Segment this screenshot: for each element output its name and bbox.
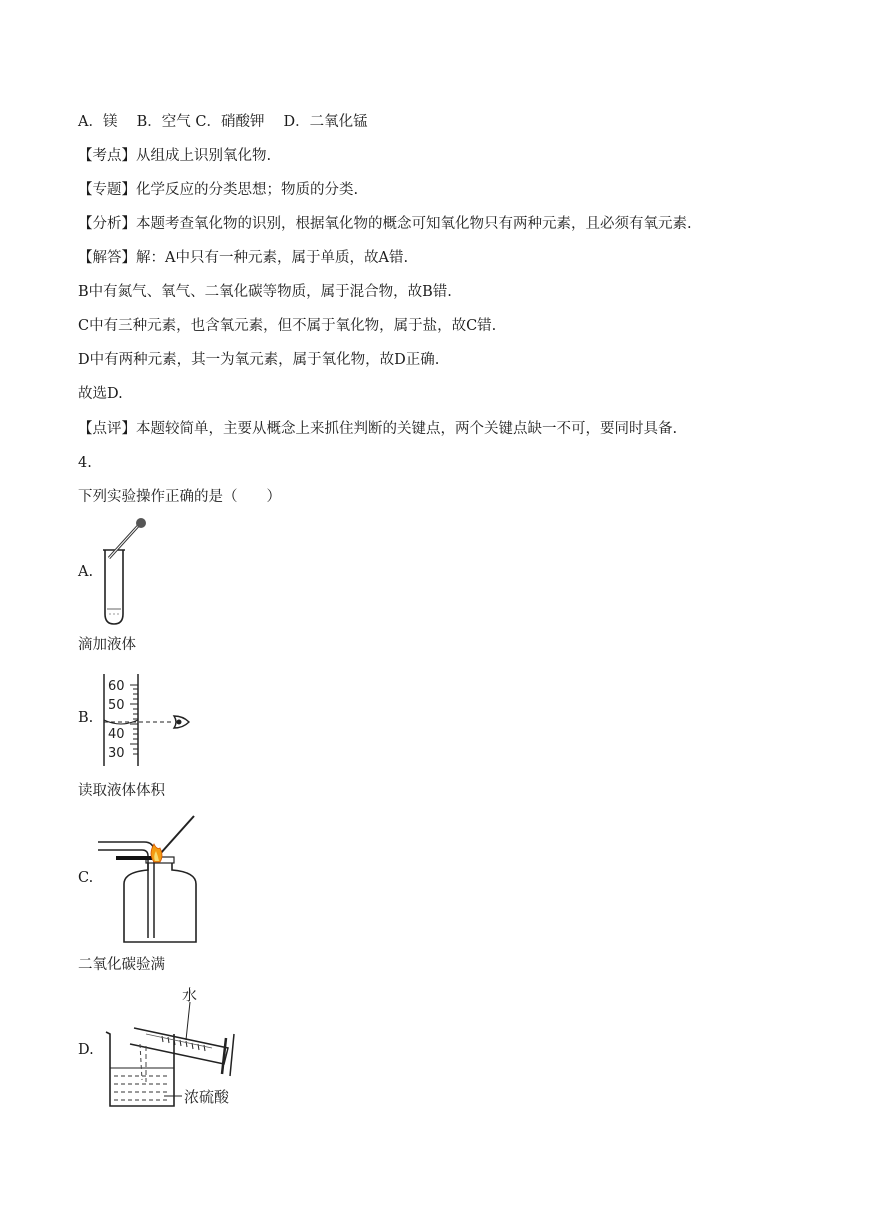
water-pointer [186, 1002, 190, 1040]
water-label: 水 [182, 986, 198, 1004]
zhuanti: 【专题】化学反应的分类思想；物质的分类. [78, 182, 359, 198]
scale-label-40: 40 [108, 727, 125, 742]
option-b-caption: 读取液体体积 [78, 783, 165, 799]
gas-bottle-icon [124, 857, 196, 942]
option-a-caption: 滴加液体 [78, 637, 136, 653]
option-b-figure [98, 672, 194, 768]
jieda-line-5: 故选D. [78, 386, 123, 402]
dianping: 【点评】本题较简单，主要从概念上来抓住判断的关键点，两个关键点缺一不可，要同时具备. [78, 421, 678, 437]
burning-stick-icon [151, 816, 194, 862]
question-number: 4. [78, 455, 92, 471]
option-c-label: C. [78, 870, 94, 886]
jieda-line-2: B中有氮气、氧气、二氧化碳等物质，属于混合物，故B错. [78, 284, 452, 300]
scale-label-60: 60 [108, 679, 125, 694]
jieda-line-3: C中有三种元素，也含氧元素，但不属于氧化物，属于盐，故C错. [78, 318, 497, 334]
fenxi: 【分析】本题考查氧化物的识别，根据氧化物的概念可知氧化物只有两种元素，且必须有氧元素. [78, 216, 692, 232]
option-c-figure [96, 814, 202, 948]
option-d-figure [102, 984, 252, 1114]
pour-stream [140, 1044, 142, 1080]
scale-label-50: 50 [108, 698, 125, 713]
jieda-line-4: D中有两种元素，其一为氧元素，属于氧化物，故D正确. [78, 352, 440, 368]
graduated-cylinder-icon [130, 1028, 234, 1076]
option-b-label: B. [78, 710, 94, 726]
kaodian: 【考点】从组成上识别氧化物. [78, 148, 272, 164]
option-d-label: D. [78, 1042, 94, 1058]
options-line: A．镁 B．空气 C．硝酸钾 D．二氧化锰 [78, 114, 368, 130]
beaker-icon [106, 1032, 174, 1106]
dropper-icon [109, 518, 146, 558]
acid-label: 浓硫酸 [184, 1088, 230, 1106]
test-tube-icon [103, 550, 125, 624]
option-a-label: A. [78, 564, 94, 580]
eye-icon [174, 716, 189, 728]
question-stem: 下列实验操作正确的是（ ） [78, 489, 281, 505]
option-c-caption: 二氧化碳验满 [78, 957, 165, 973]
scale-label-30: 30 [108, 746, 125, 761]
jieda-line-1: 【解答】解：A中只有一种元素，属于单质，故A错. [78, 250, 409, 266]
option-a-figure [96, 514, 156, 629]
